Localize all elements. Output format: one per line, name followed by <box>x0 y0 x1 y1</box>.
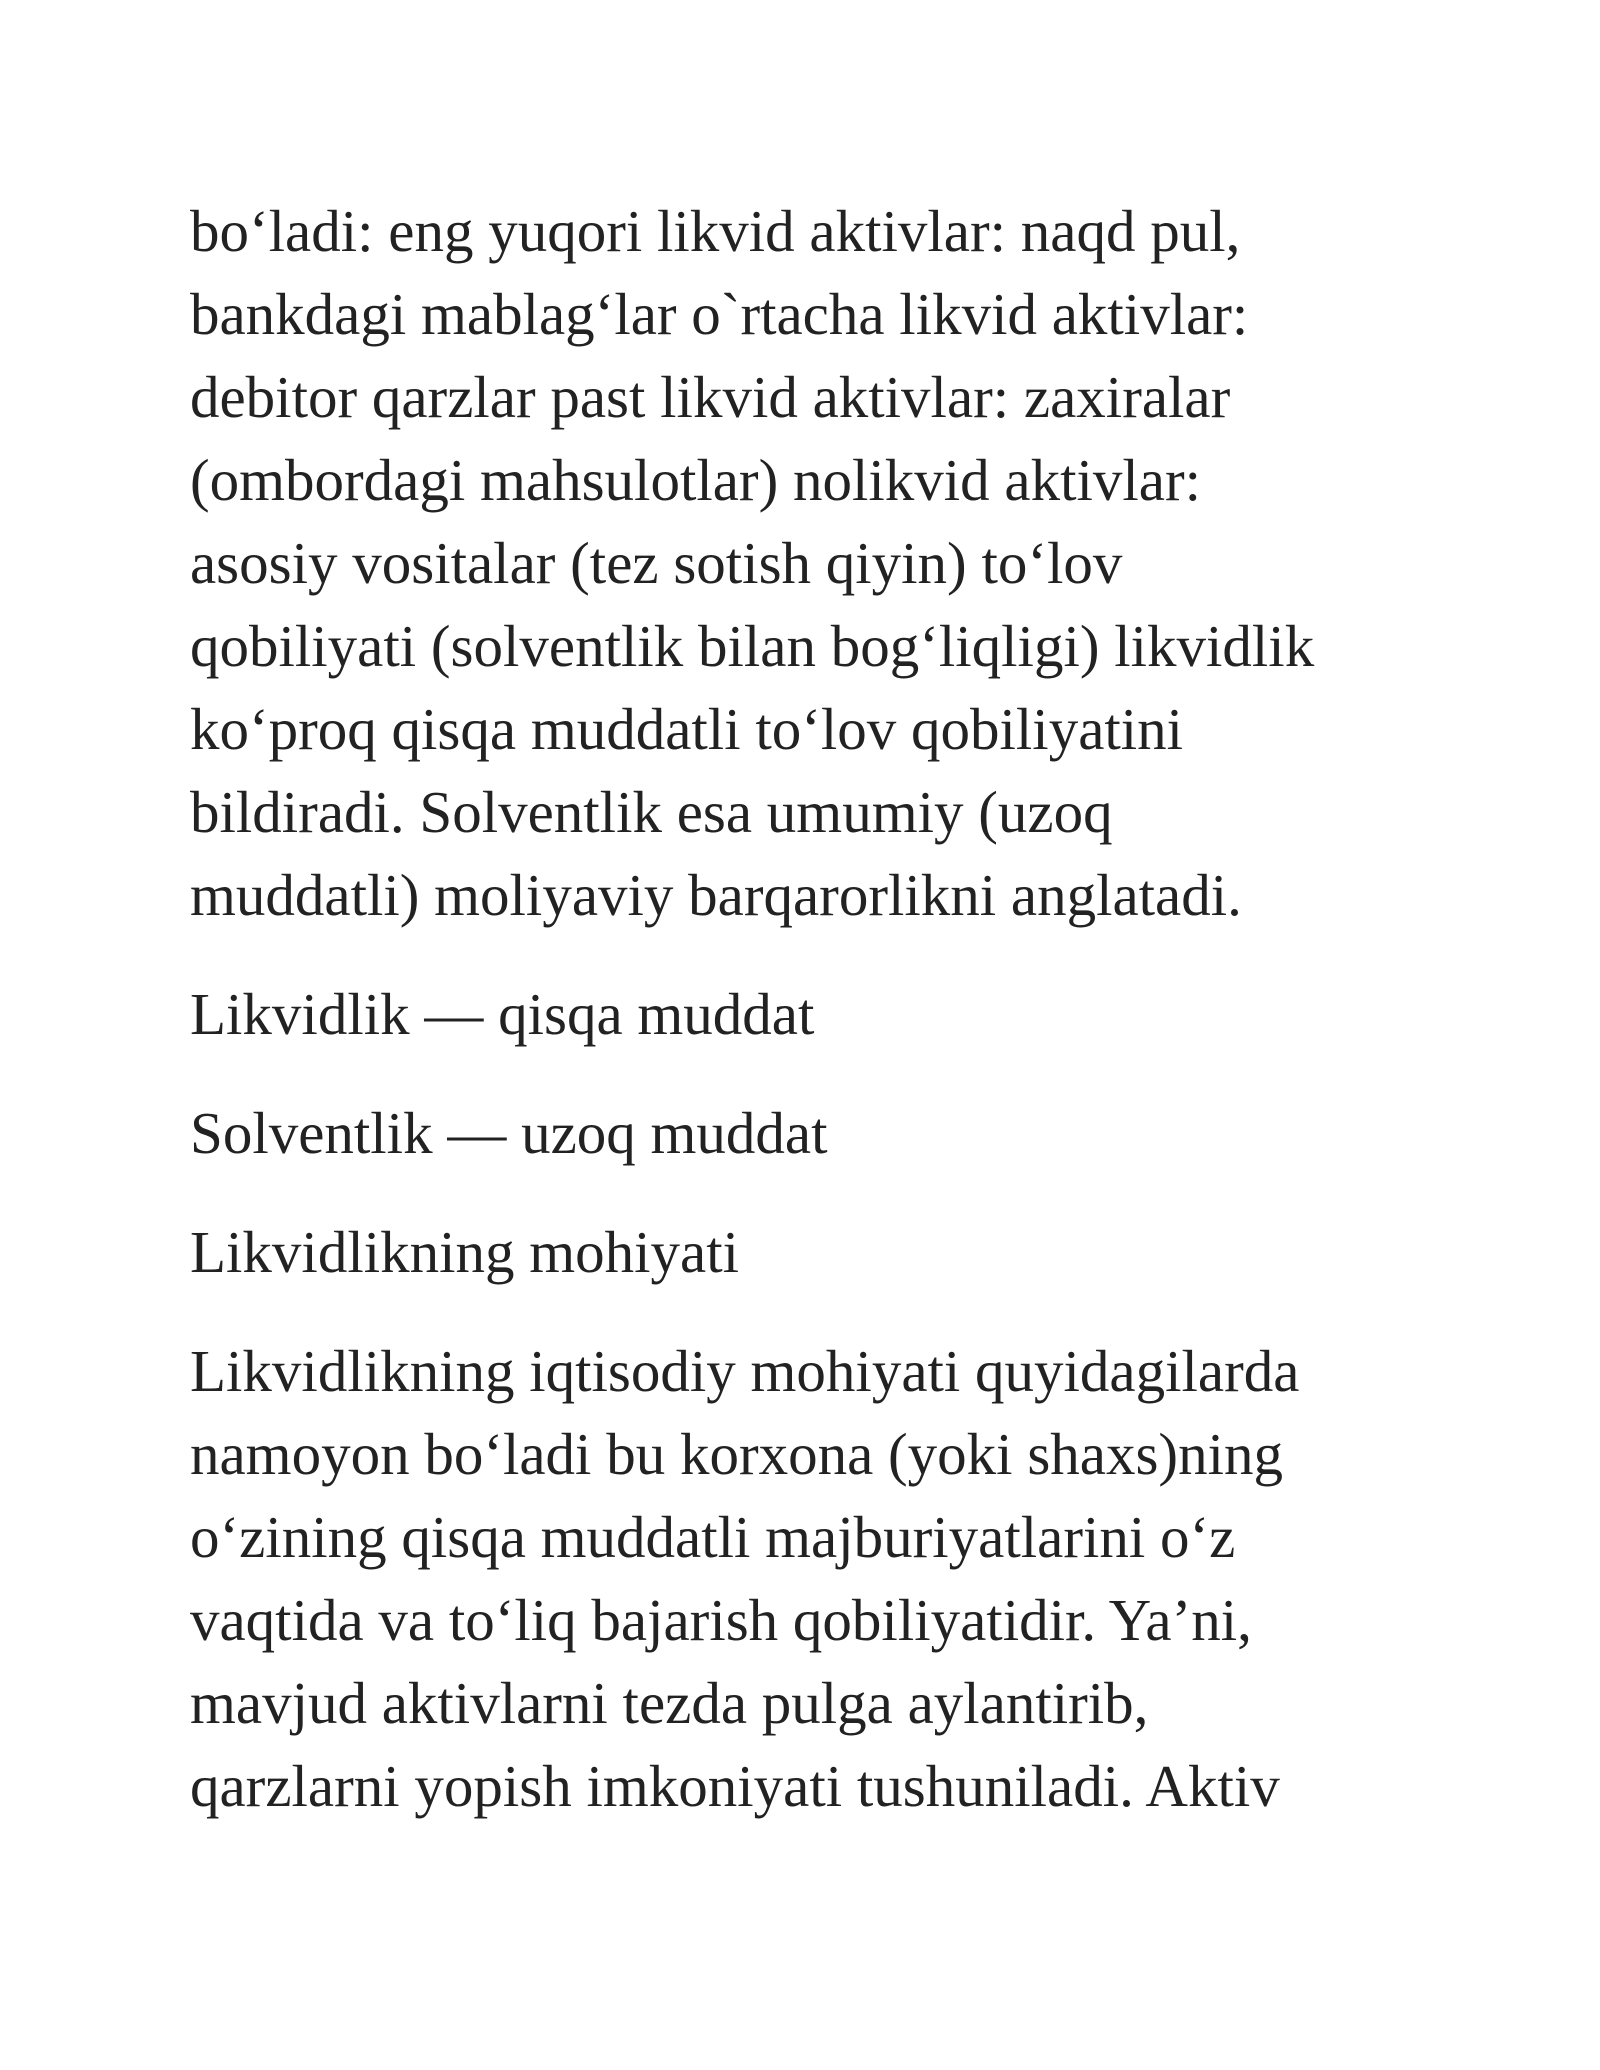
text-line: Likvidlikning iqtisodiy mohiyati quyidagilarda <box>190 1338 1300 1404</box>
text-line: bildiradi. Solventlik esa umumiy (uzoq <box>190 779 1113 845</box>
text-line: muddatli) moliyaviy barqarorlikni anglatadi. <box>190 862 1242 928</box>
text-line: asosiy vositalar (tez sotish qiyin) to‘lov <box>190 530 1123 596</box>
text-line: (ombordagi mahsulotlar) nolikvid aktivlar: <box>190 447 1201 513</box>
paragraph-liquidity-short-term <box>190 973 1450 1056</box>
paragraph-liquidity-assets <box>190 190 1450 937</box>
section-heading-liquidity-essence <box>190 1211 1450 1294</box>
text-line: ko‘proq qisqa muddatli to‘lov qobiliyatini <box>190 696 1184 762</box>
text-line: qarzlarni yopish imkoniyati tushuniladi. Aktiv <box>190 1753 1280 1819</box>
text-line: debitor qarzlar past likvid aktivlar: zaxiralar <box>190 364 1231 430</box>
document-body <box>190 190 1450 1864</box>
text-line: Likvidlikning mohiyati <box>190 1219 740 1285</box>
text-line: Likvidlik — qisqa muddat <box>190 981 815 1047</box>
text-line: vaqtida va to‘liq bajarish qobiliyatidir. Ya’ni, <box>190 1587 1252 1653</box>
text-line: mavjud aktivlarni tezda pulga aylantirib, <box>190 1670 1149 1736</box>
paragraph-solvency-long-term <box>190 1092 1450 1175</box>
text-line: namoyon bo‘ladi bu korxona (yoki shaxs)ning <box>190 1421 1283 1487</box>
text-line: o‘zining qisqa muddatli majburiyatlarini o‘z <box>190 1504 1236 1570</box>
text-line: qobiliyati (solventlik bilan bog‘liqligi) likvidlik <box>190 613 1315 679</box>
paragraph-liquidity-economic-essence <box>190 1330 1450 1828</box>
text-line: Solventlik — uzoq muddat <box>190 1100 828 1166</box>
text-line: bo‘ladi: eng yuqori likvid aktivlar: naqd pul, <box>190 198 1241 264</box>
text-line: bankdagi mablag‘lar o`rtacha likvid aktivlar: <box>190 281 1249 347</box>
